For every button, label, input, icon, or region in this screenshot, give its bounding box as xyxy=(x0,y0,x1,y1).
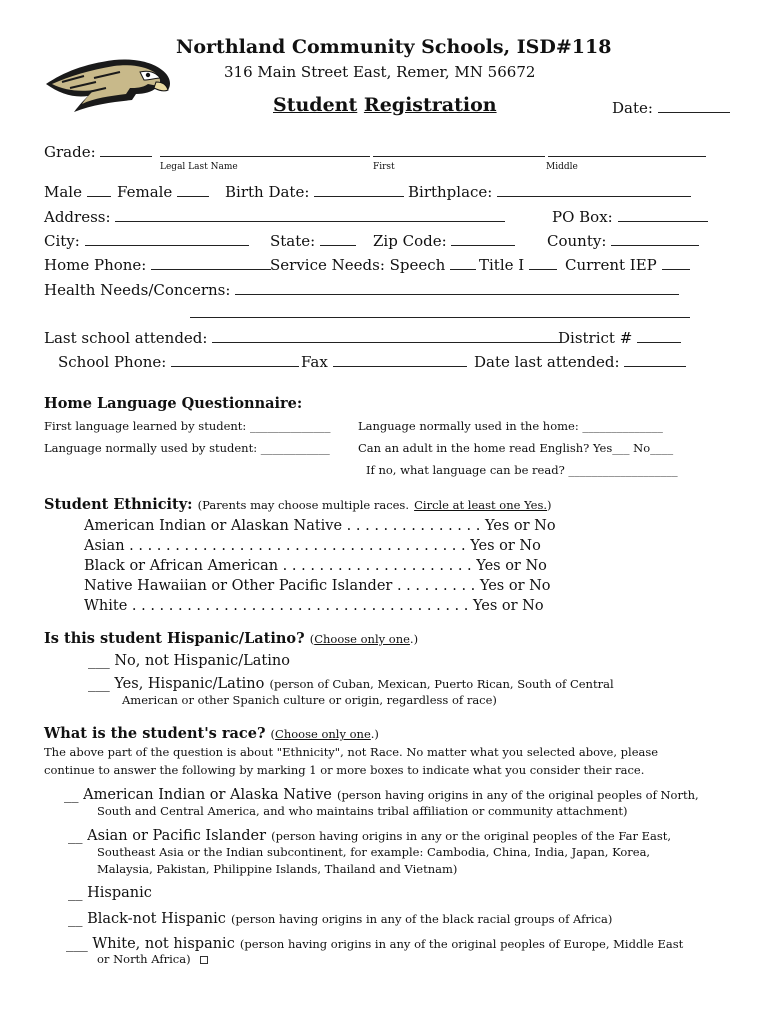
male-label: Male xyxy=(44,183,82,201)
home-phone-field[interactable] xyxy=(44,255,271,274)
race-note-pre: ( xyxy=(270,727,276,741)
race-title: What is the student's race? xyxy=(44,725,266,742)
health-needs-field[interactable] xyxy=(44,280,679,299)
health-needs-label: Health Needs/Concerns: xyxy=(44,281,231,299)
birthplace-label: Birthplace: xyxy=(408,183,493,201)
hispanic-heading xyxy=(44,628,418,647)
county-label: County: xyxy=(547,232,607,250)
title-i-label: Title I xyxy=(479,256,525,274)
hispanic-no-option[interactable]: ___ No, not Hispanic/Latino xyxy=(88,653,290,669)
service-needs-speech-field[interactable] xyxy=(270,255,476,274)
race-white-option[interactable] xyxy=(66,933,683,952)
race-asian-option[interactable] xyxy=(68,825,671,844)
other-language-field[interactable]: If no, what language can be read? ___________________ xyxy=(366,463,678,477)
grade-label: Grade: xyxy=(44,143,96,161)
date-label: Date: xyxy=(612,99,653,117)
ethnicity-row[interactable]: American Indian or Alaskan Native . . . . . . . . . . . . . . . Yes or No xyxy=(84,518,556,534)
hispanic-title: Is this student Hispanic/Latino? xyxy=(44,630,305,647)
city-label: City: xyxy=(44,232,80,250)
hispanic-note-pre: ( xyxy=(309,632,315,646)
school-name: Northland Community Schools, ISD#118 xyxy=(176,36,612,58)
date-field[interactable] xyxy=(612,98,730,117)
state-field[interactable] xyxy=(270,231,356,250)
title-word-registration: Registration xyxy=(363,94,497,116)
race-white-note-2-row xyxy=(97,952,208,966)
ethnicity-row[interactable]: Asian . . . . . . . . . . . . . . . . . . . . . . . . . . . . . . . . . . . . . Yes or No xyxy=(84,538,541,554)
school-address: 316 Main Street East, Remer, MN 56672 xyxy=(224,63,536,81)
birth-date-label: Birth Date: xyxy=(225,183,310,201)
race-black-note: (person having origins in any of the black racial groups of Africa) xyxy=(230,912,613,926)
female-label: Female xyxy=(117,183,173,201)
district-label: District # xyxy=(558,329,633,347)
race-white-note: (person having origins in any of the original peoples of Europe, Middle East xyxy=(239,937,684,951)
home-phone-label: Home Phone: xyxy=(44,256,147,274)
legal-last-name-caption: Legal Last Name xyxy=(160,162,238,172)
ethnicity-heading xyxy=(44,494,552,513)
ethnicity-note-pre: (Parents may choose multiple races. xyxy=(197,498,409,512)
current-iep-field[interactable] xyxy=(565,255,690,274)
race-asian-label: __ Asian or Pacific Islander xyxy=(68,828,267,844)
city-field[interactable] xyxy=(44,231,249,250)
checkbox-icon[interactable] xyxy=(200,956,208,964)
race-white-label: ___ White, not hispanic xyxy=(66,936,235,952)
birthplace-field[interactable] xyxy=(408,182,691,201)
zip-code-field[interactable] xyxy=(373,231,515,250)
race-asian-note: (person having origins in any or the original peoples of the Far East, xyxy=(271,829,672,843)
first-name-line[interactable] xyxy=(373,141,545,157)
race-white-note-2: or North Africa) xyxy=(97,952,191,966)
title-word-student: Student xyxy=(273,94,358,116)
hispanic-note-underlined: Choose only one xyxy=(314,632,410,646)
current-iep-label: Current IEP xyxy=(565,256,657,274)
po-box-label: PO Box: xyxy=(552,208,613,226)
ethnicity-row[interactable]: Black or African American . . . . . . . . . . . . . . . . . . . . . Yes or No xyxy=(84,558,547,574)
race-american-indian-note-2: South and Central America, and who maintains tribal affiliation or community attachment) xyxy=(97,804,628,818)
ethnicity-row[interactable]: White . . . . . . . . . . . . . . . . . . . . . . . . . . . . . . . . . . . . . Yes or No xyxy=(84,598,544,614)
date-last-attended-field[interactable] xyxy=(474,352,686,371)
zip-code-label: Zip Code: xyxy=(373,232,447,250)
race-heading xyxy=(44,723,379,742)
grade-field[interactable] xyxy=(44,142,152,161)
middle-name-line[interactable] xyxy=(548,141,706,157)
race-asian-note-2: Southeast Asia or the Indian subcontinent, for example: Cambodia, China, India, Japan, Korea, xyxy=(97,845,651,859)
eagle-logo-icon xyxy=(44,54,174,116)
race-american-indian-label: __ American Indian or Alaska Native xyxy=(64,787,332,803)
school-phone-label: School Phone: xyxy=(58,353,167,371)
first-name-caption: First xyxy=(373,162,395,172)
school-phone-field[interactable] xyxy=(58,352,299,371)
race-intro-line-2: continue to answer the following by marking 1 or more boxes to indicate what you consider their race. xyxy=(44,763,645,777)
race-hispanic-option[interactable]: __ Hispanic xyxy=(68,885,152,901)
state-label: State: xyxy=(270,232,316,250)
home-language-field[interactable]: Language normally used in the home: ______________ xyxy=(358,419,663,433)
home-language-heading: Home Language Questionnaire: xyxy=(44,395,303,412)
legal-last-name-line[interactable] xyxy=(160,141,370,157)
race-asian-note-3: Malaysia, Pakistan, Philippine Islands, Thailand and Vietnam) xyxy=(97,862,458,876)
po-box-field[interactable] xyxy=(552,207,708,226)
race-note-post: .) xyxy=(370,727,379,741)
last-school-field[interactable] xyxy=(44,328,560,347)
date-last-attended-label: Date last attended: xyxy=(474,353,620,371)
race-american-indian-option[interactable] xyxy=(64,784,699,803)
first-language-field[interactable]: First language learned by student: ______________ xyxy=(44,419,331,433)
ethnicity-note-underlined: Circle at least one Yes. xyxy=(414,498,548,512)
hispanic-yes-label: ___ Yes, Hispanic/Latino xyxy=(88,676,265,692)
page-title xyxy=(273,94,497,116)
fax-label: Fax xyxy=(301,353,328,371)
address-label: Address: xyxy=(44,208,111,226)
district-field[interactable] xyxy=(558,328,681,347)
last-school-label: Last school attended: xyxy=(44,329,208,347)
student-language-field[interactable]: Language normally used by student: ____________ xyxy=(44,441,330,455)
ethnicity-title: Student Ethnicity: xyxy=(44,496,193,513)
health-needs-line-2[interactable] xyxy=(190,303,690,318)
race-black-option[interactable] xyxy=(68,908,612,927)
hispanic-yes-option[interactable] xyxy=(88,673,614,692)
service-needs-label: Service Needs: Speech xyxy=(270,256,446,274)
fax-field[interactable] xyxy=(301,352,467,371)
race-american-indian-note: (person having origins in any of the original peoples of North, xyxy=(336,788,699,802)
county-field[interactable] xyxy=(547,231,699,250)
birth-date-field[interactable] xyxy=(225,182,404,201)
ethnicity-note-post: ) xyxy=(547,498,552,512)
hispanic-note-post: .) xyxy=(409,632,419,646)
race-black-label: __ Black-not Hispanic xyxy=(68,911,226,927)
male-field[interactable] xyxy=(44,182,111,201)
ethnicity-row[interactable]: Native Hawaiian or Other Pacific Islander . . . . . . . . . Yes or No xyxy=(84,578,551,594)
address-field[interactable] xyxy=(44,207,505,226)
title-i-field[interactable] xyxy=(479,255,557,274)
race-intro-line-1: The above part of the question is about "Ethnicity", not Race. No matter what you selected above, please xyxy=(44,745,659,759)
middle-name-caption: Middle xyxy=(546,162,578,172)
hispanic-yes-note-2: American or other Spanich culture or origin, regardless of race) xyxy=(122,693,497,707)
hispanic-yes-note: (person of Cuban, Mexican, Puerto Rican, South of Central xyxy=(269,677,614,691)
race-note-underlined: Choose only one xyxy=(275,727,371,741)
female-field[interactable] xyxy=(117,182,209,201)
adult-read-english-field[interactable]: Can an adult in the home read English? Yes___ No____ xyxy=(358,441,674,455)
